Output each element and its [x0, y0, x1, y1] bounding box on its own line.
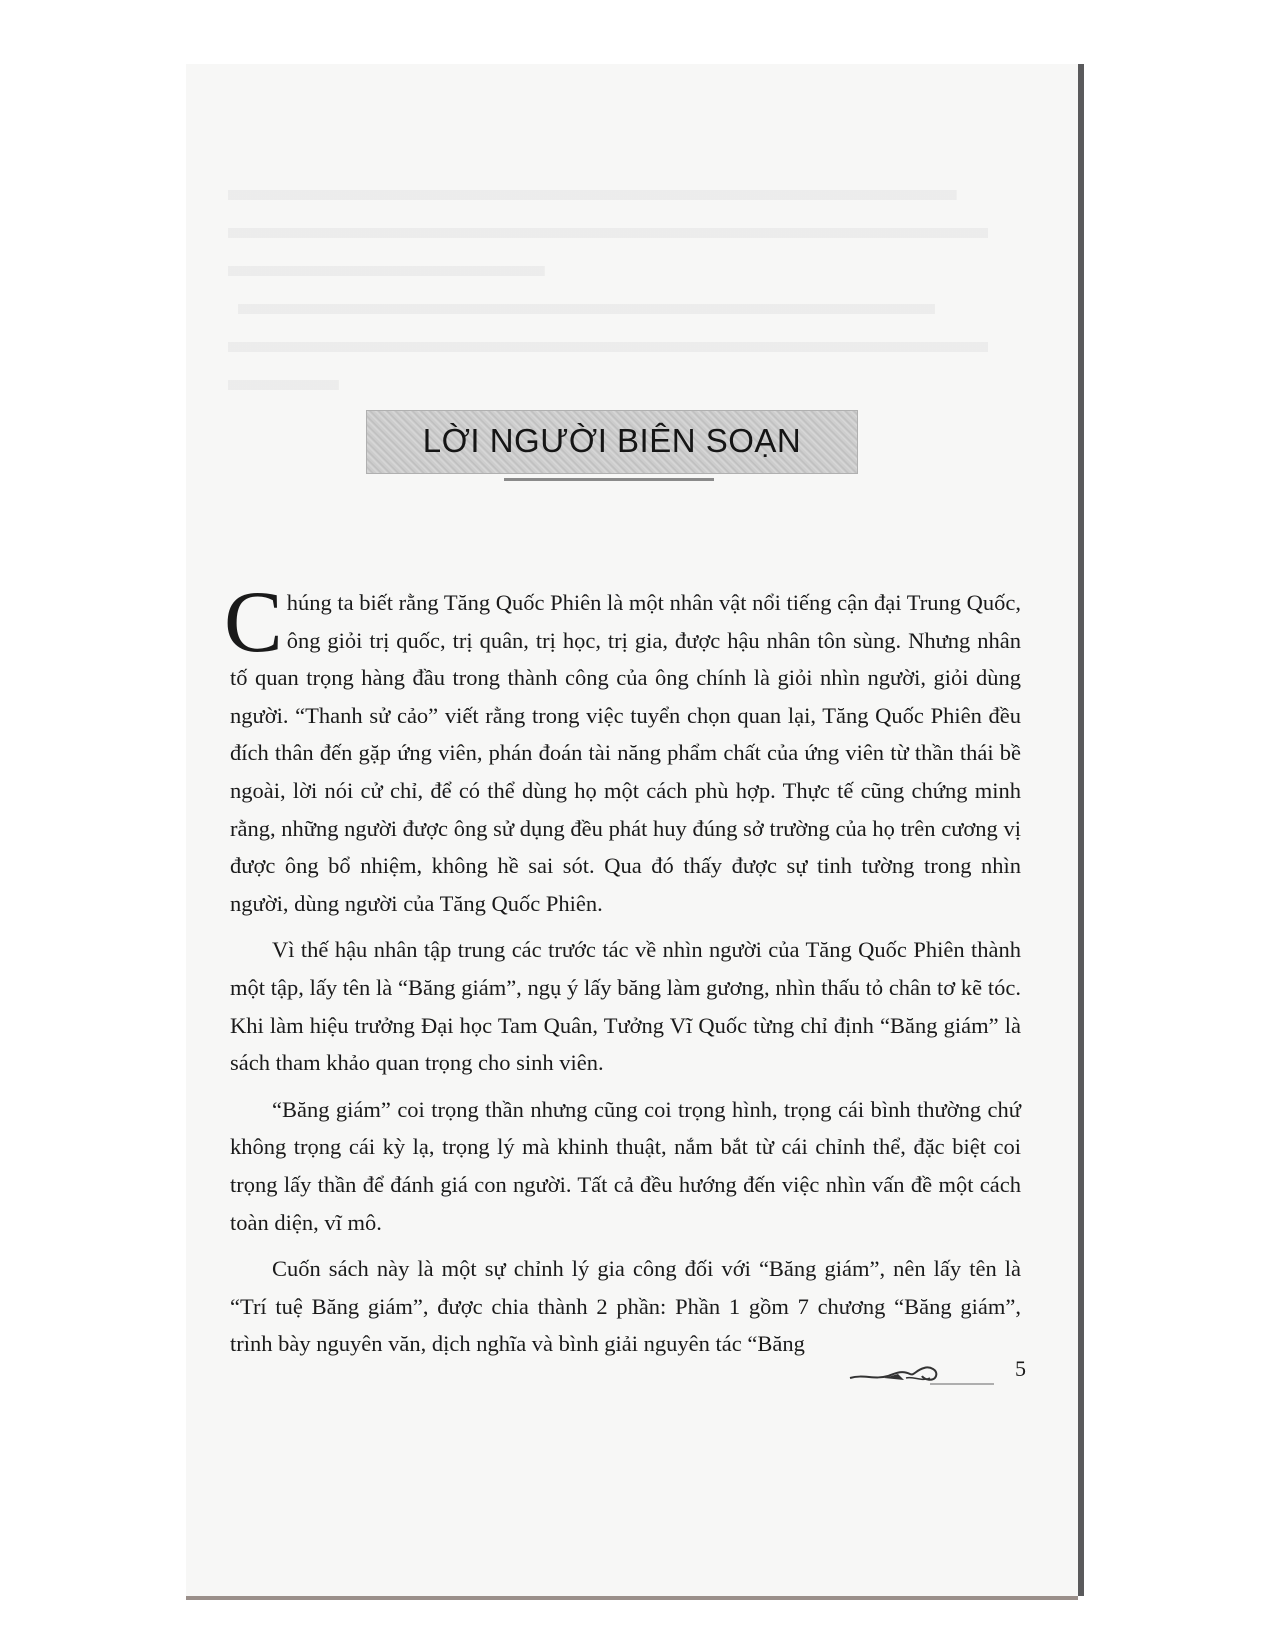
paragraph: [224, 574, 1021, 922]
book-page: [186, 64, 1078, 1596]
paragraph-text: húng ta biết rằng Tăng Quốc Phiên là một nhân vật nổi tiếng cận đại Trung Quốc, ông giỏi trị quốc, trị quân, trị học, trị gia, được hậu nhân tôn sùng. Nhưng nhân tố quan trọng hàng đầu trong thành công của ông chính là giỏi nhìn người, giỏi dùng người. “Thanh sử cảo” viết rằng trong việc tuyển chọn quan lại, Tăng Quốc Phiên đều đích thân đến gặp ứng viên, phán đoán tài năng phẩm chất của ứng viên từ thần thái bề ngoài, lời nói cử chỉ, để có thể dùng họ một cách phù hợp. Thực tế cũng chứng minh rằng, những người được ông sử dụng đều phát huy đúng sở trường của họ trên cương vị được ông bổ nhiệm, không hề sai sót. Qua đó thấy được sự tinh tường trong nhìn người, dùng người của Tăng Quốc Phiên.: [230, 590, 1021, 916]
page-title: LỜI NGƯỜI BIÊN SOẠN: [422, 422, 802, 459]
brush-ornament-icon: [844, 1356, 1004, 1396]
page-number: 5: [1015, 1356, 1026, 1381]
title-underline: [504, 478, 714, 481]
paragraph: “Băng giám” coi trọng thần nhưng cũng coi trọng hình, trọng cái bình thường chứ không trọng cái kỳ lạ, trọng lý mà khinh thuật, nắm bắt từ cái chỉnh thể, đặc biệt coi trọng lấy thần để đánh giá con người. Tất cả đều hướng đến việc nhìn vấn đề một cách toàn diện, vĩ mô.: [230, 1096, 1021, 1235]
show-through-text: [186, 176, 1078, 404]
page-footer: [844, 1356, 1034, 1396]
body-text: [224, 574, 1021, 1372]
paragraph: Vì thế hậu nhân tập trung các trước tác về nhìn người của Tăng Quốc Phiên thành một tập, lấy tên là “Băng giám”, ngụ ý lấy băng làm gương, nhìn thấu tỏ chân tơ kẽ tóc. Khi làm hiệu trưởng Đại học Tam Quân, Tưởng Vĩ Quốc từng chỉ định “Băng giám” là sách tham khảo quan trọng cho sinh viên.: [230, 937, 1021, 1076]
title-banner: [366, 410, 858, 474]
paragraph: Cuốn sách này là một sự chỉnh lý gia công đối với “Băng giám”, nên lấy tên là “Trí tuệ Băng giám”, được chia thành 2 phần: Phần 1 gồm 7 chương “Băng giám”, trình bày nguyên văn, dịch nghĩa và bình giải nguyên tác “Băng: [230, 1256, 1021, 1357]
drop-cap: C: [224, 574, 283, 671]
